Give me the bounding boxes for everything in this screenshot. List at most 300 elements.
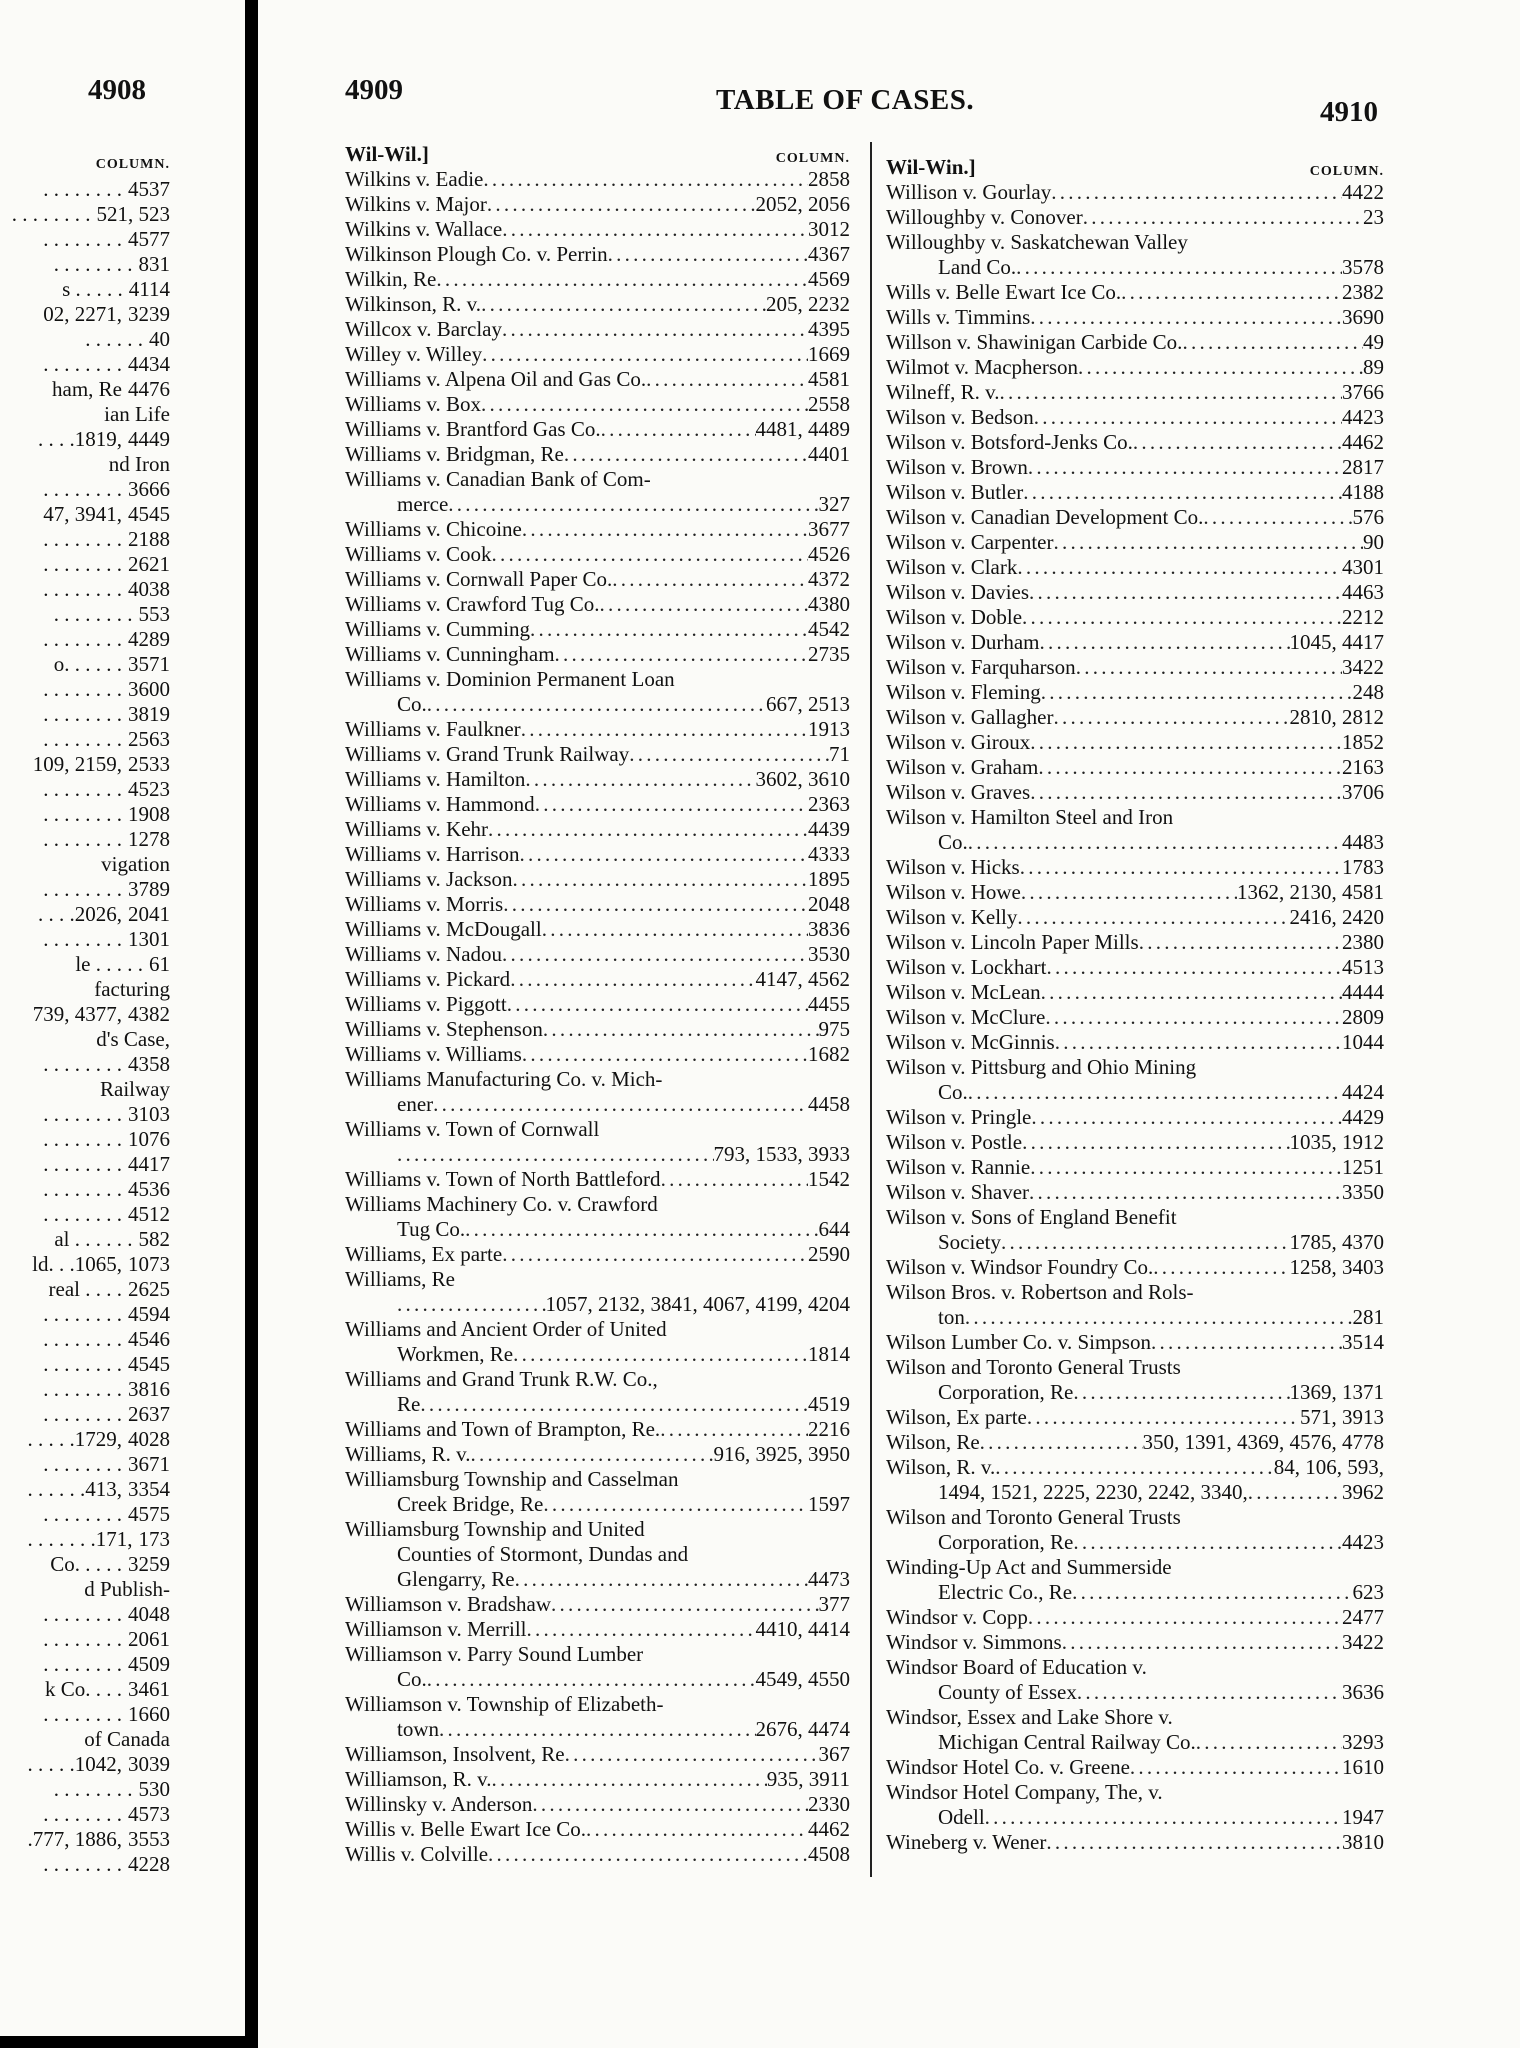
case-name: Willis v. Colville [345,1842,489,1866]
column-reference: 2052, 2056 [755,192,850,216]
dot-leader [1130,1755,1342,1780]
left-page-fragment [0,0,245,2036]
dot-leader [488,1842,808,1867]
case-entry [345,392,850,417]
left-row-text: facturing [94,977,170,1001]
case-entry-line [345,1242,850,1267]
dot-leader [1020,855,1342,880]
left-row [0,1077,170,1102]
left-row-column: 40 [149,327,170,351]
column-reference: 2809 [1342,1005,1384,1029]
column-reference: 281 [1352,1305,1384,1329]
case-name: Willey v. Willey [345,342,483,366]
dot-leader [487,192,756,217]
dot-leader [1034,405,1342,430]
case-entry-line [345,567,850,592]
case-entry-line [345,817,850,842]
column-reference: 4569 [808,267,850,291]
case-entry [345,1017,850,1042]
column-a-entries [345,167,850,1867]
column-b-range: Wil-Win.] [886,155,976,179]
case-name: Windsor Hotel Co. v. Greene [886,1755,1130,1779]
case-entry [345,1742,850,1767]
case-name: Williams v. Alpena Oil and Gas Co. [345,367,647,391]
case-name: Willison v. Gourlay [886,180,1052,204]
dot-leader [520,842,808,867]
case-name: ton [938,1305,965,1329]
case-entry-line [345,1792,850,1817]
case-entry [886,680,1384,705]
left-row [0,1302,170,1327]
dot-leader [1046,1830,1342,1855]
case-entry-line [886,1405,1384,1430]
column-reference: 1610 [1342,1755,1384,1779]
case-name: Williams v. Town of North Battleford [345,1167,661,1191]
case-name: Wilson v. Postle [886,1130,1023,1154]
left-row-column: 4523 [128,777,170,801]
page-title: TABLE OF CASES. [716,84,975,116]
left-row [0,802,170,827]
case-name: Williams v. Dominion Permanent Loan [345,667,675,691]
dot-leader [629,742,829,767]
case-entry-line [345,1667,850,1692]
dot-leader [551,1592,818,1617]
dot-leader [492,1767,767,1792]
case-entry-line [886,955,1384,980]
dot-leader [1182,330,1363,355]
case-name: Williams v. Williams [345,1042,522,1066]
column-reference: 2382 [1342,280,1384,304]
case-name: Williams v. Hamilton [345,767,526,791]
case-entry-line [345,1567,850,1592]
left-row-text: 47, 3941, [43,502,122,526]
page-number-4909: 4909 [345,74,403,106]
case-entry-line [886,1430,1384,1455]
left-row-text: . . . . . . . . [43,877,122,901]
left-row-text: d Publish- [84,1577,170,1601]
column-reference: 3422 [1342,1630,1384,1654]
left-row-text: . . . . .1042, [27,1752,122,1776]
case-entry-line [345,892,850,917]
case-entry-line [345,1442,850,1467]
case-name: Wilson v. Doble [886,605,1023,629]
dot-leader [1076,655,1342,680]
left-row-text: . . . . . . . . [43,1102,122,1126]
left-row-text: . . . . . . . . [43,177,122,201]
case-name: Wilkins v. Eadie [345,167,484,191]
case-name: Wilson v. Graves [886,780,1031,804]
left-row [0,902,170,927]
left-row-text: . . . . . . . . [43,1302,122,1326]
case-name: town [397,1717,439,1741]
dot-leader [586,1817,808,1842]
column-reference: 4458 [808,1092,850,1116]
case-entry [886,1455,1384,1505]
case-name: Wilson, R. v. [886,1455,996,1479]
case-name: Williams v. Town of Cornwall [345,1117,600,1141]
column-reference: 3766 [1342,380,1384,404]
case-name: Williamson, R. v. [345,1767,492,1791]
case-entry-line [345,617,850,642]
left-row-column: 4417 [128,1152,170,1176]
case-entry [886,955,1384,980]
case-name: Winding-Up Act and Summerside [886,1555,1172,1579]
dot-leader [1062,1630,1342,1655]
dot-leader [522,517,808,542]
column-reference: 4188 [1342,480,1384,504]
column-reference: 4424 [1342,1080,1384,1104]
column-reference: 4549, 4550 [755,1667,850,1691]
case-entry-line [345,1067,850,1092]
case-entry-line [345,342,850,367]
left-row [0,627,170,652]
case-name: Williams v. McDougall [345,917,542,941]
left-row-text: . . . . . . . . [43,1602,122,1626]
case-entry-line [886,1480,1384,1505]
column-reference: 4473 [808,1567,850,1591]
case-name: Williams v. Nadou [345,942,503,966]
case-name: Wilson v. Davies [886,580,1030,604]
column-reference: 3530 [808,942,850,966]
case-entry-line [886,205,1384,230]
column-reference: 4372 [808,567,850,591]
case-name: merce [397,492,449,516]
case-entry [886,1105,1384,1130]
column-reference: 571, 3913 [1300,1405,1384,1429]
left-row-column: 3666 [128,477,170,501]
case-name: Willson v. Shawinigan Carbide Co. [886,330,1183,354]
case-entry-line [345,1142,850,1167]
case-entry-line [886,705,1384,730]
case-name: Willoughby v. Saskatchewan Valley [886,230,1188,254]
case-name: ener [397,1092,434,1116]
case-entry-line [345,1467,850,1492]
case-entry [345,1117,850,1167]
case-name: Williams v. Cook [345,542,492,566]
case-entry-line [886,1505,1384,1530]
case-entry-line [886,380,1384,405]
column-reference: 4463 [1342,580,1384,604]
case-entry-line [886,1730,1384,1755]
case-entry-line [886,305,1384,330]
left-row [0,1677,170,1702]
left-row-text: 02, 2271, [43,302,122,326]
left-row [0,527,170,552]
dot-leader [530,617,808,642]
case-entry [345,917,850,942]
left-row-column: 4512 [128,1202,170,1226]
case-entry-line [886,1380,1384,1405]
case-entry [345,967,850,992]
left-row [0,1127,170,1152]
dot-leader [527,1617,756,1642]
column-reference: 4423 [1342,405,1384,429]
column-reference: 1258, 3403 [1289,1255,1384,1279]
column-reference: 1597 [808,1492,850,1516]
case-entry [345,892,850,917]
left-row [0,952,170,977]
dot-leader [543,1492,808,1517]
column-reference: 2558 [808,392,850,416]
dot-leader [436,267,808,292]
column-reference: 84, 106, 593, [1273,1455,1384,1479]
case-entry [886,905,1384,930]
column-reference: 2416, 2420 [1289,905,1384,929]
left-row-text: le . . . . . [75,952,143,976]
dot-leader [542,917,808,942]
case-entry [345,1842,850,1867]
column-reference: 71 [829,742,850,766]
dot-leader [1017,555,1342,580]
left-row-text: 109, 2159, [32,752,122,776]
column-reference: 623 [1352,1580,1384,1604]
case-entry-line [345,542,850,567]
case-entry-line [345,1817,850,1842]
left-row [0,652,170,677]
left-row-column: 553 [138,602,170,626]
case-name: Williams v. Crawford Tug Co. [345,592,600,616]
case-entry-line [886,730,1384,755]
case-entry [886,1505,1384,1555]
case-name: Williams and Ancient Order of United [345,1317,667,1341]
left-row-text: . . . . . . . . [43,527,122,551]
column-a-range: Wil-Wil.] [345,142,429,166]
case-entry [886,1605,1384,1630]
case-entry-line [886,655,1384,680]
column-reference: 1785, 4370 [1289,1230,1384,1254]
case-name: Michigan Central Railway Co. [938,1730,1196,1754]
case-name: Wilson v. Bedson [886,405,1034,429]
case-name: Wilkins v. Wallace [345,217,503,241]
column-reference: 3293 [1342,1730,1384,1754]
dot-leader [564,442,808,467]
column-reference: 1913 [808,717,850,741]
case-entry [345,842,850,867]
case-name: Williams v. Grand Trunk Railway [345,742,630,766]
dot-leader [660,1417,808,1442]
left-row [0,1702,170,1727]
left-row-column: 61 [149,952,170,976]
case-name: Glengarry, Re [397,1567,515,1591]
case-name: Willoughby v. Conover [886,205,1083,229]
left-row [0,402,170,427]
column-reference: 4462 [1342,430,1384,454]
dot-leader [1030,305,1342,330]
column-b-entries [886,180,1384,1855]
left-row [0,977,170,1002]
left-row [0,1052,170,1077]
case-name: Williams v. Hammond [345,792,535,816]
left-page-number: 4908 [88,74,146,106]
case-entry [886,780,1384,805]
case-name: Wilson v. Pringle [886,1105,1032,1129]
case-name: Co. [397,1667,427,1691]
dot-leader [608,242,808,267]
case-entry-line [345,1417,850,1442]
column-reference: 4301 [1342,555,1384,579]
column-reference: 3836 [808,917,850,941]
left-row-text: . . . . . . . . [43,1377,122,1401]
case-entry [345,1192,850,1242]
dot-leader [433,1092,808,1117]
column-reference: 1369, 1371 [1289,1380,1384,1404]
case-name: Wilson v. Canadian Development Co. [886,505,1204,529]
left-row [0,502,170,527]
case-name: Wills v. Timmins [886,305,1031,329]
dot-leader [481,392,808,417]
left-row-column: 1660 [128,1702,170,1726]
case-entry-line [886,1605,1384,1630]
case-entry-line [886,1305,1384,1330]
case-entry [886,1630,1384,1655]
case-entry [886,1005,1384,1030]
left-row-text: . . . . . . . . [43,1852,122,1876]
dot-leader [1040,630,1290,655]
case-name: Williams v. Cornwall Paper Co. [345,567,613,591]
left-row-column: 2533 [128,752,170,776]
case-entry [886,1280,1384,1330]
left-row-text: k Co. . . . [44,1677,122,1701]
left-row [0,602,170,627]
case-name: Wineberg v. Wener [886,1830,1047,1854]
column-reference: 205, 2232 [766,292,850,316]
dot-leader [502,942,808,967]
page-number-4910: 4910 [1320,96,1378,128]
column-reference: 4439 [808,817,850,841]
case-entry-line [345,292,850,317]
case-entry-line [345,1267,850,1292]
case-entry [345,1692,850,1742]
left-row-column: 3571 [128,652,170,676]
case-entry-line [345,317,850,342]
column-reference: 1045, 4417 [1289,630,1384,654]
case-entry [886,1055,1384,1105]
case-entry [345,292,850,317]
case-entry-line [345,1192,850,1217]
left-row-text: . . . . . . . . [43,777,122,801]
left-row-column: 2563 [128,727,170,751]
left-row-text: . . . . . . . . [11,202,91,226]
left-row-text: . . . . . . . . [53,602,133,626]
dot-leader [1077,1680,1342,1705]
case-entry [886,730,1384,755]
left-row [0,1752,170,1777]
dot-leader [1073,1380,1289,1405]
case-name: 1494, 1521, 2225, 2230, 2242, 3340, [938,1480,1248,1504]
case-entry [886,1780,1384,1830]
case-entry [345,1067,850,1117]
case-name: Wilkins v. Major [345,192,487,216]
case-entry-line [886,255,1384,280]
case-entry [345,242,850,267]
column-reference: 4444 [1342,980,1384,1004]
left-row-column: 4449 [128,427,170,451]
left-row-text: . . . . . . . . [43,1202,122,1226]
left-row-column: 3039 [128,1752,170,1776]
column-reference: 2735 [808,642,850,666]
case-entry [886,805,1384,855]
left-row-text: . . . . . . . . [43,352,122,376]
left-row [0,1202,170,1227]
dot-leader [532,1792,808,1817]
case-name: Wilmot v. Macpherson [886,355,1079,379]
case-entry-line [886,280,1384,305]
left-row [0,927,170,952]
case-name: Counties of Stormont, Dundas and [397,1542,689,1566]
column-reference: 89 [1363,355,1384,379]
case-name: Wilson v. Farquharson [886,655,1076,679]
dot-leader [525,767,755,792]
case-name: Wilson v. Sons of England Benefit [886,1205,1177,1229]
case-entry-line [345,1217,850,1242]
left-row-column: 3671 [128,1452,170,1476]
case-entry [886,1755,1384,1780]
case-entry-line [345,242,850,267]
left-row [0,427,170,452]
dot-leader [502,217,808,242]
left-row-text: Co. . . . . [50,1552,122,1576]
case-entry [886,1180,1384,1205]
left-row-text: ld. . .1065, [32,1252,122,1276]
left-row-text: . . . . . . . . [43,577,122,601]
case-name: Williamson, Insolvent, Re [345,1742,565,1766]
left-row-text: s . . . . . [62,277,123,301]
column-reference: 2810, 2812 [1289,705,1384,729]
case-name: Wilson v. Giroux [886,730,1031,754]
dot-leader [1139,930,1342,955]
case-name: Wilson v. Fleming [886,680,1041,704]
left-row-column: 4028 [128,1427,170,1451]
case-name: Williams v. Harrison [345,842,520,866]
case-entry [886,430,1384,455]
left-row-text: ian Life [104,402,170,426]
case-name: Williams v. Stephenson [345,1017,543,1041]
case-entry [886,230,1384,280]
case-entry [345,367,850,392]
dot-leader [448,492,818,517]
case-name: Wilson, Ex parte [886,1405,1027,1429]
case-entry [345,742,850,767]
case-entry [345,1817,850,1842]
left-row [0,1827,170,1852]
case-entry-line [345,1117,850,1142]
left-column-fragment [0,152,170,1877]
left-row-text: ham, Re [52,377,122,401]
case-entry [345,592,850,617]
left-row [0,1527,170,1552]
case-entry-line [345,667,850,692]
left-row-text: . . . . . . .171, [27,1527,133,1551]
left-row [0,1802,170,1827]
left-row-column: 2637 [128,1402,170,1426]
column-reference: 4462 [808,1817,850,1841]
case-entry [345,317,850,342]
case-name: Corporation, Re [938,1380,1074,1404]
left-row-text: . . . .1819, [38,427,122,451]
case-entry-line [886,1755,1384,1780]
case-name: Williamson v. Township of Elizabeth- [345,1692,664,1716]
case-entry-line [345,1317,850,1342]
case-entry-line [345,217,850,242]
left-row [0,227,170,252]
dot-leader [535,792,808,817]
left-row-text: . . . . . . . . [43,802,122,826]
column-reference: 667, 2513 [766,692,850,716]
left-row [0,727,170,752]
case-entry [345,517,850,542]
left-row-column: 3259 [128,1552,170,1576]
column-reference: 1783 [1342,855,1384,879]
